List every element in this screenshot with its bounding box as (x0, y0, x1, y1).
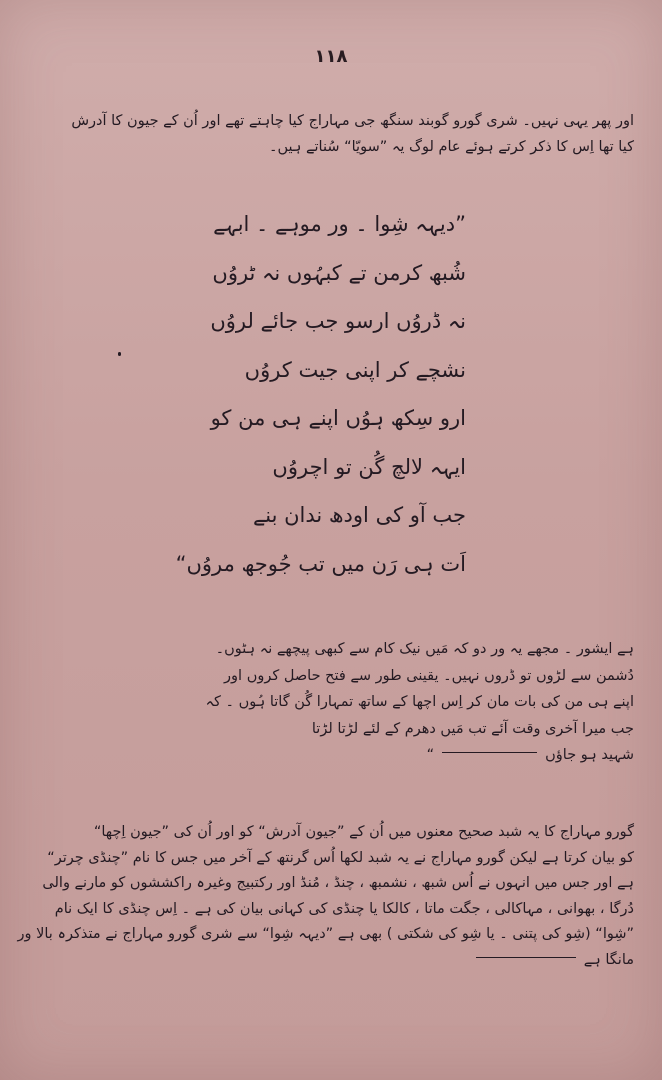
blank-rule (476, 957, 576, 958)
translation-paragraph (30, 636, 634, 769)
poem-line: ایہہ لالچ گُن تو اچروُں (272, 454, 466, 479)
commentary-line: ہے اور جس میں انہوں نے اُس شبھ ، نشمبھ ، چنڈ ، مُنڈ اور رکتبیج وغیرہ راکششوں کو مارنے والی (42, 875, 634, 891)
poem-line: شُبھ کرمن تے کبہُوں نہ ٹروُں (212, 260, 466, 285)
commentary-line: دُرگا ، بھوانی ، مہاکالی ، جگت ماتا ، کالکا یا چنڈی کی کہانی بیان کی ہے ۔ اِس چنڈی کا ایک نام (54, 900, 634, 917)
poem-line: نہ ڈروُں ارسو جب جائے لروُں (210, 309, 466, 333)
commentary-last-text: مانگا ہے (583, 951, 634, 968)
translation-last-text: شہید ہو جاؤں (545, 747, 634, 763)
translation-line: اپنے ہی من کی بات مان کر اِس اچھا کے ساتھ تمہارا گُن گاتا ہُوں ۔ کہ (205, 694, 634, 710)
closing-quote: “ (426, 747, 435, 763)
commentary-line: کو بیان کرتا ہے لیکن گورو مہاراج نے یہ شبد لکھا اُس گرنتھ کے آخر میں جس کا نام ”چنڈی چرتر“ (47, 849, 634, 866)
intro-paragraph (30, 108, 634, 160)
translation-last-line (30, 742, 634, 769)
poem-line: جب آو کی اودھ ندان بنے (252, 503, 466, 527)
translation-line: جب میرا آخری وقت آئے تب مَیں دھرم کے لئے لڑتا لڑتا (311, 720, 634, 737)
page-number: ۱۱۸ (314, 46, 348, 67)
translation-line: دُشمن سے لڑوں تو ڈروں نہیں۔ یقینی طور سے فتح حاصل کروں اور (224, 667, 634, 684)
intro-line: اور پھر یہی نہیں۔ شری گورو گوبند سنگھ جی مہاراج کیا چاہتے تھے اور اُن کے جیون کا آدرش (71, 113, 634, 129)
ink-dot (118, 352, 121, 356)
commentary-line: ”شِوا“ (شِو کی پتنی ۔ یا شِو کی شکتی ) بھی ہے ”دیہہ شِوا“ سے شری گورو مہاراج نے متذکرہ بالا ور (17, 926, 634, 942)
commentary-last-line (30, 948, 634, 974)
intro-line: کیا تھا اِس کا ذکر کرتے ہوئے عام لوگ یہ ”سویّا“ سُناتے ہیں۔ (269, 139, 634, 155)
poem-line: اَت ہی رَن میں تب جُوجھ مروُں“ (175, 551, 466, 576)
blank-rule (442, 752, 537, 753)
commentary-paragraph (17, 820, 634, 973)
translation-line: ہے ایشور ۔ مجھے یہ ور دو کہ مَیں نیک کام سے کبھی پیچھے نہ ہٹوں۔ (215, 641, 634, 657)
commentary-line: گورو مہاراج کا یہ شبد صحیح معنوں میں اُن کے ”جیون آدرش“ کو اور اُن کی ”جیون اِچھا“ (93, 824, 634, 840)
poem-line: نشچے کر اپنی جیت کروُں (244, 357, 466, 382)
poem-line: ”دیہہ شِوا ۔ ور موہے ۔ ابہے (213, 212, 466, 236)
poem-line: ارو سِکھ ہوُں اپنے ہی من کو (210, 406, 466, 430)
poem-verse (166, 200, 466, 588)
